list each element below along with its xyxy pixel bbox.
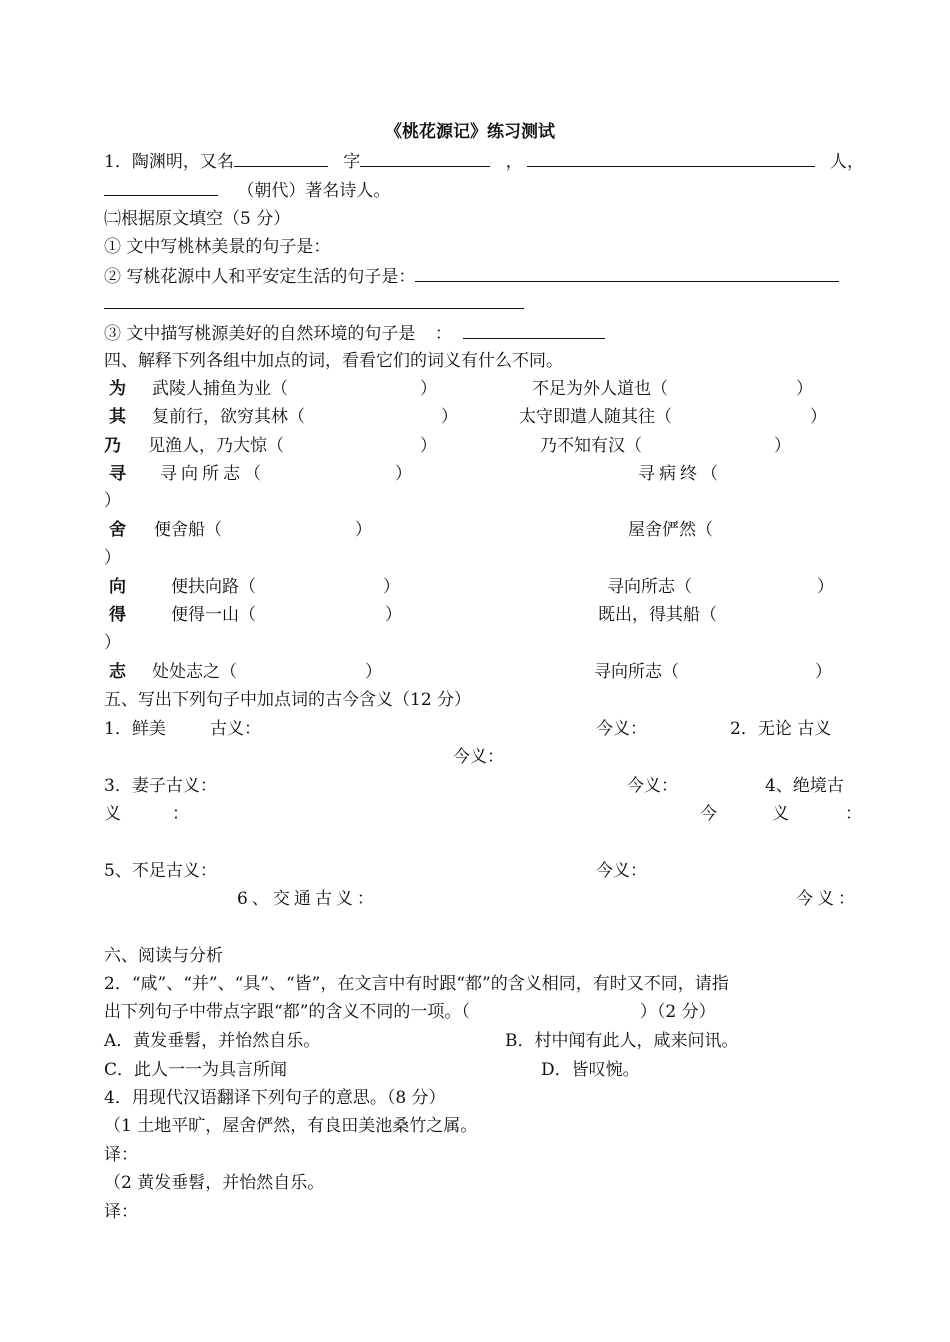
word-nai-left: 见渔人，乃大惊（	[148, 436, 284, 456]
question-2-line-2	[104, 1001, 716, 1023]
word-qi-right: 太守即遣人随其往（	[519, 407, 672, 427]
term-1-word: 1．鲜美	[104, 719, 166, 739]
word-de-left: 便得一山（	[171, 605, 256, 625]
word-char-de: 得	[109, 605, 126, 625]
section-5-heading: 五、写出下列句子中加点词的古今含义（12 分）	[104, 690, 472, 710]
section-6-heading: 六、阅读与分析	[104, 946, 223, 966]
option-a: A．黄发垂髫，并怡然自乐。	[104, 1031, 321, 1051]
question-4-heading: 4．用现代汉语翻译下列句子的意思。（8 分）	[104, 1088, 446, 1108]
fill-item-2	[104, 265, 839, 288]
q1-text-c: ，	[505, 152, 523, 172]
q1-text-b: 字	[343, 152, 361, 172]
option-c: C．此人一一为具言所闻	[104, 1060, 288, 1080]
question-2-text: 出下列句子中带点字跟“都”的含义不同的一项。（	[104, 1002, 470, 1022]
term-4-colon-2: ：	[845, 804, 862, 824]
term-5-modern-label: 今义：	[596, 861, 647, 881]
word-xiang-right-close: ）	[817, 577, 834, 597]
q1-text-d: 人，	[830, 152, 865, 172]
page-title: 《桃花源记》练习测试	[385, 122, 555, 142]
fill-item-2-text: ② 写桃花源中人和平安定生活的句子是：	[104, 267, 416, 287]
word-char-qi: 其	[109, 407, 126, 427]
word-she-right: 屋舍俨然（	[628, 520, 713, 540]
fill-item-3-text: ③ 文中描写桃源美好的自然环境的句子是	[104, 324, 416, 344]
word-char-nai: 乃	[104, 436, 121, 456]
question-1-line-1	[104, 150, 864, 173]
word-char-zhi: 志	[109, 662, 126, 682]
q1-text-a: 1．陶渊明，又名	[104, 152, 234, 172]
word-xun-left-close: ）	[395, 464, 412, 484]
term-2-modern-label: 今义：	[453, 747, 504, 767]
translate-label-1: 译：	[104, 1145, 138, 1165]
word-she-left-close: ）	[355, 520, 372, 540]
fill-item-2-blank-2[interactable]	[104, 292, 524, 309]
term-4-yi-2: 义	[772, 804, 789, 824]
fill-item-3-blank[interactable]	[463, 322, 605, 339]
question-1-line-2	[104, 179, 390, 202]
word-qi-left-close: ）	[441, 407, 458, 427]
word-de-right-close: ）	[104, 633, 121, 653]
fill-item-3-colon: ：	[434, 324, 452, 344]
hometown-blank[interactable]	[527, 150, 815, 167]
word-she-right-close: ）	[104, 548, 121, 568]
translate-sentence-2: （2 黄发垂髫，并怡然自乐。	[104, 1173, 325, 1193]
translate-sentence-1: （1 土地平旷，屋舍俨然，有良田美池桑竹之属。	[104, 1116, 478, 1136]
term-6-modern-label: 今义：	[796, 889, 859, 909]
word-xun-left: 寻向所志（	[160, 464, 265, 484]
word-wei-left-close: ）	[420, 379, 437, 399]
word-wei-right-close: ）	[796, 379, 813, 399]
alias-blank[interactable]	[234, 150, 328, 167]
courtesy-name-blank[interactable]	[360, 150, 490, 167]
term-3-modern-label: 今义：	[627, 776, 678, 796]
option-b: B．村中闻有此人，咸来问讯。	[505, 1031, 739, 1051]
word-xiang-right: 寻向所志（	[607, 577, 692, 597]
word-de-right: 既出，得其船（	[598, 605, 717, 625]
word-qi-right-close: ）	[810, 407, 827, 427]
term-4-jin: 今	[700, 804, 717, 824]
section-2-heading: ㈡根据原文填空（5 分）	[104, 209, 291, 229]
word-char-she: 舍	[109, 520, 126, 540]
word-char-xun: 寻	[109, 464, 126, 484]
translate-label-2: 译：	[104, 1202, 138, 1222]
term-5-word: 5、不足古义：	[104, 861, 217, 881]
word-char-xiang: 向	[109, 577, 126, 597]
dynasty-blank[interactable]	[104, 179, 218, 196]
word-wei-left: 武陵人捕鱼为业（	[152, 379, 288, 399]
word-zhi-left: 处处志之（	[152, 662, 237, 682]
word-nai-right-close: ）	[774, 436, 791, 456]
word-xun-right-close: ）	[104, 491, 121, 511]
fill-item-2-continuation	[104, 292, 524, 315]
fill-item-2-blank[interactable]	[415, 265, 839, 282]
word-xun-right: 寻病终（	[638, 464, 722, 484]
question-2-line-1: 2．“咸”、“并”、“具”、“皆”，在文言中有时跟“都”的含义相同，有时又不同，请指	[104, 974, 729, 994]
word-xiang-left-close: ）	[383, 577, 400, 597]
q1-text-e: （朝代）著名诗人。	[237, 181, 391, 201]
option-d: D．皆叹惋。	[541, 1060, 640, 1080]
term-1-modern-label: 今义：	[596, 719, 647, 739]
term-4-colon: ：	[172, 804, 189, 824]
word-zhi-right: 寻向所志（	[594, 662, 679, 682]
fill-item-3	[104, 322, 605, 345]
word-qi-left: 复前行，欲穷其林（	[152, 407, 305, 427]
fill-item-1: ① 文中写桃林美景的句子是：	[104, 237, 331, 257]
word-wei-right: 不足为外人道也（	[532, 379, 668, 399]
term-2-word: 2．无论 古义	[730, 719, 832, 739]
term-6-word: 6、交通古义：	[237, 889, 378, 909]
question-2-points: ）（2 分）	[639, 1002, 716, 1022]
term-1-ancient-label: 古义：	[210, 719, 261, 739]
word-nai-right: 乃不知有汉（	[540, 436, 642, 456]
word-xiang-left: 便扶向路（	[171, 577, 256, 597]
word-char-wei: 为	[109, 379, 126, 399]
word-she-left: 便舍船（	[154, 520, 222, 540]
word-zhi-left-close: ）	[365, 662, 382, 682]
word-de-left-close: ）	[385, 605, 402, 625]
section-4-heading: 四、解释下列各组中加点的词，看看它们的词义有什么不同。	[104, 351, 563, 371]
word-nai-left-close: ）	[420, 436, 437, 456]
term-4-yi: 义	[104, 804, 121, 824]
word-zhi-right-close: ）	[815, 662, 832, 682]
term-3-word: 3．妻子古义：	[104, 776, 217, 796]
term-4-word: 4、绝境古	[765, 776, 844, 796]
